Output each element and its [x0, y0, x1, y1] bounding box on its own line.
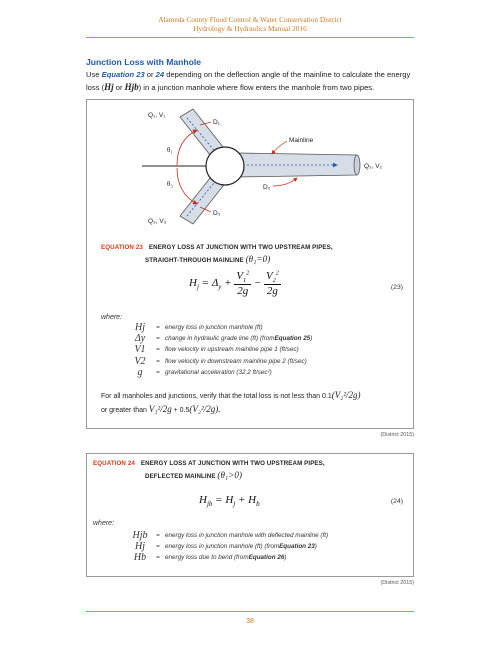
variable-row: Hj = energy loss in junction manhole (ft) (from Equation 23 ) [129, 541, 328, 552]
equation-24-variables [129, 530, 328, 564]
variable-row: Hb = energy loss due to bend (from Equation 26 ) [129, 552, 328, 563]
document-header-manual: Hydrology & Hydraulics Manual 2016 [193, 24, 307, 33]
equation-23-source: (District 2015) [380, 432, 414, 438]
d2-leader [273, 178, 297, 186]
equation-24-box [86, 453, 414, 577]
equation-23-variables [129, 322, 312, 378]
equation-23-where: where: [101, 314, 123, 321]
equation-23-condition: (θ₁=0) [245, 254, 271, 264]
document-header-org: Alameda County Flood Control & Water Conservation District [158, 15, 342, 24]
variable-symbol: g [137, 366, 143, 378]
variable-row: Hj = energy loss in junction manhole (ft) [129, 322, 312, 333]
equation-23-box [86, 99, 414, 429]
label-mainline: Mainline [289, 137, 314, 144]
variable-symbol: Hb [133, 552, 147, 564]
equation-24-source: (District 2015) [380, 580, 414, 586]
equation-23-ref: Equation 23 [101, 70, 145, 79]
variable-description: energy loss due to bend (from [165, 554, 249, 562]
equation-24-label: EQUATION 24 [93, 460, 135, 467]
variable-description-tail: ) [314, 543, 317, 551]
equation-26-ref: Equation 26 [248, 554, 285, 562]
note-expression: (V₂²/2g). [189, 404, 221, 414]
equation-24-formula: $H_{jb} = H_j + H_b$ [199, 494, 260, 509]
variable-row: g = gravitational acceleration (32.2 ft/sec²) [129, 367, 312, 378]
variable-symbol: Hj [135, 322, 145, 334]
page-number: 38 [246, 618, 254, 625]
note-text: or greater than [101, 407, 149, 414]
variable-description: energy loss in junction manhole (ft) (from [165, 543, 280, 551]
variable-description: flow velocity in downstream mainline pipe 2 (ft/sec) [165, 357, 307, 365]
label-q1v1: Q₁, V₁ [148, 112, 166, 119]
variable-row: V2 = flow velocity in downstream mainline pipe 2 (ft/sec) [129, 356, 312, 367]
variable-description: energy loss in junction manhole with deflected mainline (ft) [165, 532, 329, 540]
equation-23-note [101, 389, 401, 417]
label-q3v3: Q₃, V₃ [148, 218, 167, 225]
equation-24-number: (24) [390, 498, 403, 505]
label-d3: D₃ [213, 210, 221, 217]
variable-row: Δy = change in hydraulic grade line (ft) (from Equation 25 ) [129, 333, 312, 344]
variable-symbol: V1 [134, 344, 146, 356]
variable-description: change in hydraulic grade line (ft) (from [165, 335, 275, 343]
variable-symbol: Δy [134, 333, 146, 345]
variable-description: energy loss in junction manhole (ft) [165, 324, 263, 332]
variable-row: V1 = flow velocity in upstream mainline pipe 1 (ft/sec) [129, 344, 312, 355]
symbol-hj: Hj [104, 82, 114, 92]
note-text: For all manholes and junctions, verify that the total loss is not less than 0.1 [101, 393, 332, 400]
note-text: + 0.5 [171, 407, 190, 414]
mainline-leader [272, 141, 287, 154]
intro-text: or [113, 83, 125, 92]
equation-23-title: ENERGY LOSS AT JUNCTION WITH TWO UPSTREAM PIPES, [148, 244, 333, 251]
section-title: Junction Loss with Manhole [86, 57, 202, 67]
variable-symbol: Hjb [132, 530, 148, 542]
variable-description-tail: ) [284, 554, 287, 562]
intro-paragraph [86, 69, 416, 94]
variable-symbol: V2 [134, 355, 146, 367]
variable-symbol: Hj [135, 541, 145, 553]
intro-text: ) in a junction manhole where flow enters the manhole from two pipes. [138, 83, 375, 92]
equation-24-title: ENERGY LOSS AT JUNCTION WITH TWO UPSTREAM PIPES, [140, 460, 325, 467]
variable-description: flow velocity in upstream mainline pipe 1 (ft/sec) [165, 346, 299, 354]
equation-25-ref: Equation 25 [274, 335, 311, 343]
footer-rule [86, 611, 414, 612]
intro-text: Use [86, 70, 102, 79]
equation-23-label: EQUATION 23 [101, 244, 143, 251]
equation-24-ref: 24 [155, 70, 165, 79]
label-d2: D₂ [263, 184, 271, 191]
symbol-hjb: Hjb [124, 82, 139, 92]
variable-row: Hjb = energy loss in junction manhole with deflected mainline (ft) [129, 530, 328, 541]
label-theta1: θ₁ [167, 146, 173, 154]
header-rule [86, 37, 414, 38]
note-expression: (V₂²/2g) [331, 390, 361, 400]
intro-text: depending on the deflection angle of the mainline to calculate the energy loss ( [86, 70, 411, 92]
label-q2v2: Q₂, V₂ [364, 163, 383, 170]
manhole-circle [206, 147, 244, 185]
equation-23-formula: $H_j = \Delta_y$ + $\frac{V_1^2}{2g}$ − $\frac{V_2^2}{2g}$ [189, 270, 279, 298]
equation-23-header [101, 244, 333, 251]
equation-24-where: where: [93, 520, 115, 527]
equation-23-header-line2 [145, 254, 270, 264]
equation-24-condition: (θ₁>0) [217, 470, 243, 480]
equation-24-header [93, 460, 325, 467]
label-d1: D₁ [213, 119, 220, 126]
variable-description-tail: ) [310, 335, 313, 343]
variable-description: gravitational acceleration (32.2 ft/sec²) [165, 368, 272, 376]
equation-23-ref: Equation 23 [279, 543, 315, 551]
junction-diagram [87, 100, 413, 230]
label-theta3: θ₃ [167, 180, 173, 188]
mainline-pipe [237, 153, 360, 177]
equation-23-number: (23) [390, 284, 403, 291]
intro-text: or [144, 70, 156, 79]
equation-23-title-2: STRAIGHT-THROUGH MAINLINE [145, 257, 244, 264]
note-expression: V₁²/2g [148, 404, 172, 414]
equation-24-title-2: DEFLECTED MAINLINE [145, 473, 216, 480]
equation-24-header-line2 [145, 470, 242, 480]
